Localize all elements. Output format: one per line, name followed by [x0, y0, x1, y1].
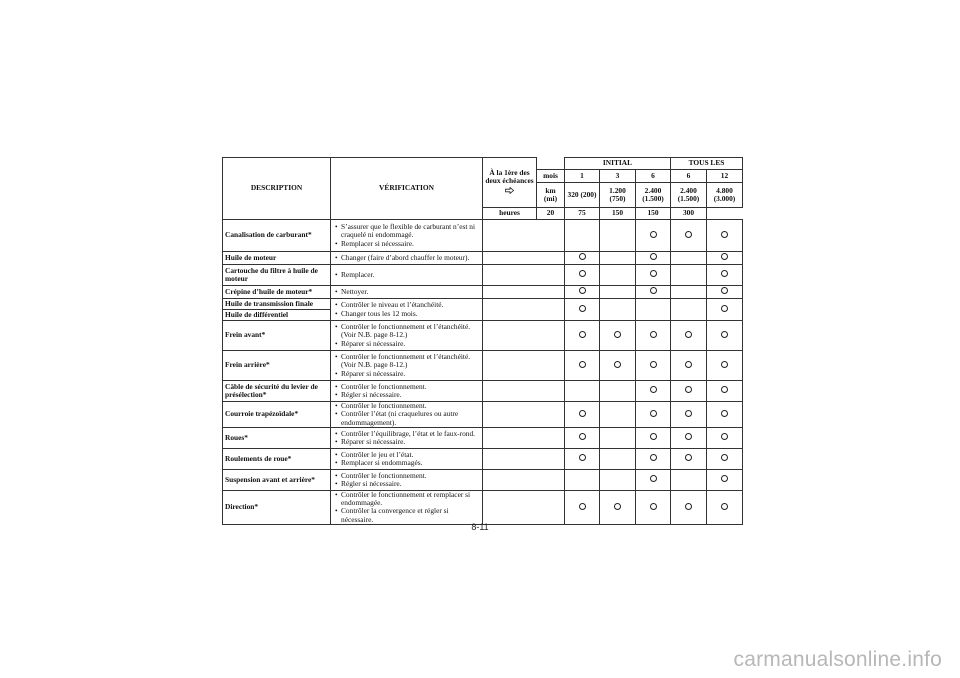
item-description: Câble de sécurité du levier de présélection* — [223, 381, 331, 402]
interval-value: 6 — [636, 170, 671, 183]
interval-cell — [565, 321, 600, 351]
circle-icon — [721, 454, 728, 461]
check-item: • Contrôler le fonctionnement. — [333, 472, 480, 480]
interval-cell — [600, 402, 636, 428]
mark-spacer — [483, 448, 565, 469]
circle-icon — [721, 475, 728, 482]
interval-cell — [600, 299, 636, 321]
interval-cell — [671, 299, 707, 321]
circle-icon — [685, 410, 692, 417]
initial-header: INITIAL — [565, 158, 671, 170]
interval-cell — [565, 448, 600, 469]
circle-icon — [685, 433, 692, 440]
interval-cell — [636, 427, 671, 448]
circle-icon — [579, 253, 586, 260]
mark-spacer — [483, 402, 565, 428]
interval-cell — [600, 448, 636, 469]
circle-icon — [650, 475, 657, 482]
interval-cell — [636, 265, 671, 286]
mark-spacer — [483, 321, 565, 351]
circle-icon — [685, 386, 692, 393]
interval-cell — [671, 490, 707, 524]
item-description: Suspension avant et arrière* — [223, 469, 331, 490]
check-item: • Réparer si nécessaire. — [333, 370, 480, 378]
circle-icon — [614, 361, 621, 368]
circle-icon — [579, 454, 586, 461]
interval-cell — [565, 351, 600, 381]
item-description: Huile de moteur — [223, 252, 331, 265]
circle-icon — [650, 433, 657, 440]
mark-spacer — [483, 286, 565, 299]
check-item: • Contrôler le fonctionnement et l’étanchéité. (Voir N.B. page 8-12.) — [333, 353, 480, 370]
check-item: • Changer (faire d’abord chauffer le moteur). — [333, 254, 480, 262]
page-number: 8-11 — [471, 522, 489, 532]
table-row — [223, 402, 743, 428]
circle-icon — [579, 503, 586, 510]
item-checks — [331, 252, 483, 265]
interval-value: 4.800 (3.000) — [707, 183, 743, 208]
interval-value: 12 — [707, 170, 743, 183]
first-due-header — [483, 158, 537, 208]
check-item: • Changer tous les 12 mois. — [333, 310, 480, 318]
circle-icon — [650, 454, 657, 461]
circle-icon — [614, 503, 621, 510]
verification-header: VÉRIFICATION — [331, 158, 483, 220]
circle-icon — [721, 331, 728, 338]
circle-icon — [721, 253, 728, 260]
table-row — [223, 448, 743, 469]
interval-cell — [600, 265, 636, 286]
interval-cell — [565, 402, 600, 428]
interval-cell — [565, 286, 600, 299]
interval-cell — [600, 427, 636, 448]
interval-value: 3 — [600, 170, 636, 183]
circle-icon — [650, 410, 657, 417]
circle-icon — [650, 287, 657, 294]
check-list — [333, 402, 480, 427]
check-item: • Remplacer si endommagés. — [333, 459, 480, 467]
circle-icon — [685, 361, 692, 368]
interval-value: 6 — [671, 170, 707, 183]
circle-icon — [721, 386, 728, 393]
table-header — [223, 158, 743, 220]
interval-cell — [565, 381, 600, 402]
circle-icon — [650, 386, 657, 393]
item-description: Crépine d’huile de moteur* — [223, 286, 331, 299]
first-due-label: À la 1ère des deux échéances — [485, 168, 534, 186]
circle-icon — [721, 361, 728, 368]
mark-spacer — [483, 351, 565, 381]
table-row — [223, 299, 743, 310]
circle-icon — [721, 503, 728, 510]
circle-icon — [685, 503, 692, 510]
table-row — [223, 490, 743, 524]
circle-icon — [721, 410, 728, 417]
check-list — [333, 288, 480, 296]
check-item: • Contrôler l’équilibrage, l’état et le faux-rond. — [333, 430, 480, 438]
circle-icon — [579, 410, 586, 417]
interval-value: 2.400 (1.500) — [671, 183, 707, 208]
circle-icon — [579, 331, 586, 338]
interval-cell — [600, 351, 636, 381]
interval-unit: heures — [483, 208, 537, 220]
item-description: Roulements de roue* — [223, 448, 331, 469]
interval-cell — [600, 381, 636, 402]
interval-cell — [671, 448, 707, 469]
interval-cell — [707, 427, 743, 448]
interval-cell — [636, 220, 671, 252]
interval-cell — [671, 220, 707, 252]
circle-icon — [685, 331, 692, 338]
interval-cell — [707, 299, 743, 321]
interval-cell — [671, 265, 707, 286]
check-list — [333, 491, 480, 524]
table-row — [223, 286, 743, 299]
interval-cell — [636, 448, 671, 469]
circle-icon — [650, 253, 657, 260]
interval-cell — [600, 252, 636, 265]
interval-cell — [565, 427, 600, 448]
table-row — [223, 381, 743, 402]
item-checks — [331, 490, 483, 524]
table-row — [223, 321, 743, 351]
table-row — [223, 351, 743, 381]
interval-cell — [636, 402, 671, 428]
interval-value: 1.200 (750) — [600, 183, 636, 208]
item-checks — [331, 402, 483, 428]
interval-cell — [707, 351, 743, 381]
interval-cell — [707, 265, 743, 286]
check-list — [333, 271, 480, 279]
check-item: • Contrôler le fonctionnement. — [333, 383, 480, 391]
check-item: • S’assurer que le flexible de carburant n’est ni craquelé ni endommagé. — [333, 223, 480, 240]
table-row — [223, 252, 743, 265]
interval-unit: mois — [537, 170, 565, 183]
mark-spacer — [483, 252, 565, 265]
interval-cell — [707, 402, 743, 428]
interval-cell — [671, 286, 707, 299]
item-description: Huile de différentiel — [223, 310, 331, 321]
check-item: • Contrôler le niveau et l’étanchéité. — [333, 301, 480, 309]
item-checks — [331, 351, 483, 381]
circle-icon — [721, 287, 728, 294]
interval-cell — [565, 299, 600, 321]
item-description: Roues* — [223, 427, 331, 448]
interval-cell — [565, 252, 600, 265]
circle-icon — [650, 231, 657, 238]
interval-cell — [565, 469, 600, 490]
mark-spacer — [483, 427, 565, 448]
interval-cell — [565, 265, 600, 286]
check-item: • Contrôler le fonctionnement. — [333, 402, 480, 410]
interval-value: 300 — [671, 208, 707, 220]
item-description: Canalisation de carburant* — [223, 220, 331, 252]
check-item: • Réparer si nécessaire. — [333, 340, 480, 348]
check-list — [333, 430, 480, 447]
circle-icon — [721, 231, 728, 238]
check-item: • Contrôler la convergence et régler si nécessaire. — [333, 507, 480, 524]
check-item: • Contrôler l’état (ni craquelures ou autre endommagement). — [333, 410, 480, 427]
check-list — [333, 472, 480, 489]
item-description: Cartouche du filtre à huile de moteur — [223, 265, 331, 286]
interval-cell — [600, 490, 636, 524]
check-item: • Réparer si nécessaire. — [333, 438, 480, 446]
circle-icon — [650, 270, 657, 277]
watermark: carmanualsonline.info — [733, 648, 942, 671]
check-item: • Contrôler le fonctionnement et remplacer si endommagée. — [333, 491, 480, 508]
mark-spacer — [483, 469, 565, 490]
interval-cell — [636, 286, 671, 299]
maintenance-table — [222, 157, 743, 525]
interval-cell — [636, 299, 671, 321]
interval-cell — [671, 381, 707, 402]
interval-cell — [707, 448, 743, 469]
interval-value: 150 — [600, 208, 636, 220]
interval-cell — [636, 351, 671, 381]
interval-unit: km (mi) — [537, 183, 565, 208]
table-row — [223, 265, 743, 286]
circle-icon — [721, 433, 728, 440]
interval-cell — [671, 469, 707, 490]
interval-cell — [707, 252, 743, 265]
check-list — [333, 254, 480, 262]
interval-value: 75 — [565, 208, 600, 220]
item-checks — [331, 469, 483, 490]
circle-icon — [614, 331, 621, 338]
circle-icon — [650, 331, 657, 338]
interval-cell — [671, 351, 707, 381]
interval-cell — [707, 381, 743, 402]
check-list — [333, 383, 480, 400]
check-item: • Remplacer si nécessaire. — [333, 240, 480, 248]
mark-spacer — [483, 299, 565, 321]
item-description: Direction* — [223, 490, 331, 524]
table-row — [223, 469, 743, 490]
every-header: TOUS LES — [671, 158, 743, 170]
circle-icon — [579, 305, 586, 312]
interval-cell — [671, 402, 707, 428]
item-description: Frein arrière* — [223, 351, 331, 381]
interval-cell — [636, 321, 671, 351]
circle-icon — [579, 433, 586, 440]
interval-cell — [707, 321, 743, 351]
interval-cell — [565, 220, 600, 252]
mark-spacer — [483, 220, 565, 252]
circle-icon — [579, 270, 586, 277]
circle-icon — [685, 454, 692, 461]
mark-spacer — [483, 381, 565, 402]
table-row — [223, 427, 743, 448]
interval-cell — [600, 469, 636, 490]
interval-cell — [636, 252, 671, 265]
item-description: Frein avant* — [223, 321, 331, 351]
check-item: • Contrôler le jeu et l’état. — [333, 451, 480, 459]
interval-cell — [707, 286, 743, 299]
circle-icon — [721, 305, 728, 312]
check-list — [333, 353, 480, 378]
interval-cell — [671, 427, 707, 448]
interval-cell — [671, 321, 707, 351]
circle-icon — [650, 361, 657, 368]
interval-cell — [707, 220, 743, 252]
check-list — [333, 223, 480, 248]
table-row — [223, 220, 743, 252]
item-checks — [331, 381, 483, 402]
interval-value: 320 (200) — [565, 183, 600, 208]
interval-cell — [600, 286, 636, 299]
check-item: • Contrôler le fonctionnement et l’étanchéité. (Voir N.B. page 8-12.) — [333, 323, 480, 340]
interval-value: 2.400 (1.500) — [636, 183, 671, 208]
circle-icon — [579, 361, 586, 368]
circle-icon — [650, 503, 657, 510]
item-checks — [331, 321, 483, 351]
circle-icon — [721, 270, 728, 277]
circle-icon — [579, 287, 586, 294]
check-item: • Régler si nécessaire. — [333, 391, 480, 399]
table-body — [223, 220, 743, 525]
check-list — [333, 301, 480, 318]
interval-cell — [671, 252, 707, 265]
interval-cell — [600, 321, 636, 351]
interval-value: 1 — [565, 170, 600, 183]
check-item: • Nettoyer. — [333, 288, 480, 296]
check-item: • Régler si nécessaire. — [333, 480, 480, 488]
interval-cell — [636, 469, 671, 490]
interval-cell — [565, 490, 600, 524]
item-checks — [331, 265, 483, 286]
item-description: Huile de transmission finale — [223, 299, 331, 310]
interval-cell — [600, 220, 636, 252]
item-checks — [331, 448, 483, 469]
interval-cell — [707, 469, 743, 490]
arrow-right-icon — [485, 187, 534, 196]
item-checks — [331, 427, 483, 448]
item-checks — [331, 286, 483, 299]
description-header: DESCRIPTION — [223, 158, 331, 220]
circle-icon — [685, 231, 692, 238]
check-list — [333, 451, 480, 468]
header-spacer — [537, 158, 565, 170]
item-checks — [331, 299, 483, 321]
check-list — [333, 323, 480, 348]
mark-spacer — [483, 490, 565, 524]
mark-spacer — [483, 265, 565, 286]
interval-cell — [636, 381, 671, 402]
interval-value: 20 — [537, 208, 565, 220]
check-item: • Remplacer. — [333, 271, 480, 279]
item-description: Courroie trapézoïdale* — [223, 402, 331, 428]
interval-cell — [636, 490, 671, 524]
interval-value: 150 — [636, 208, 671, 220]
item-checks — [331, 220, 483, 252]
interval-cell — [707, 490, 743, 524]
